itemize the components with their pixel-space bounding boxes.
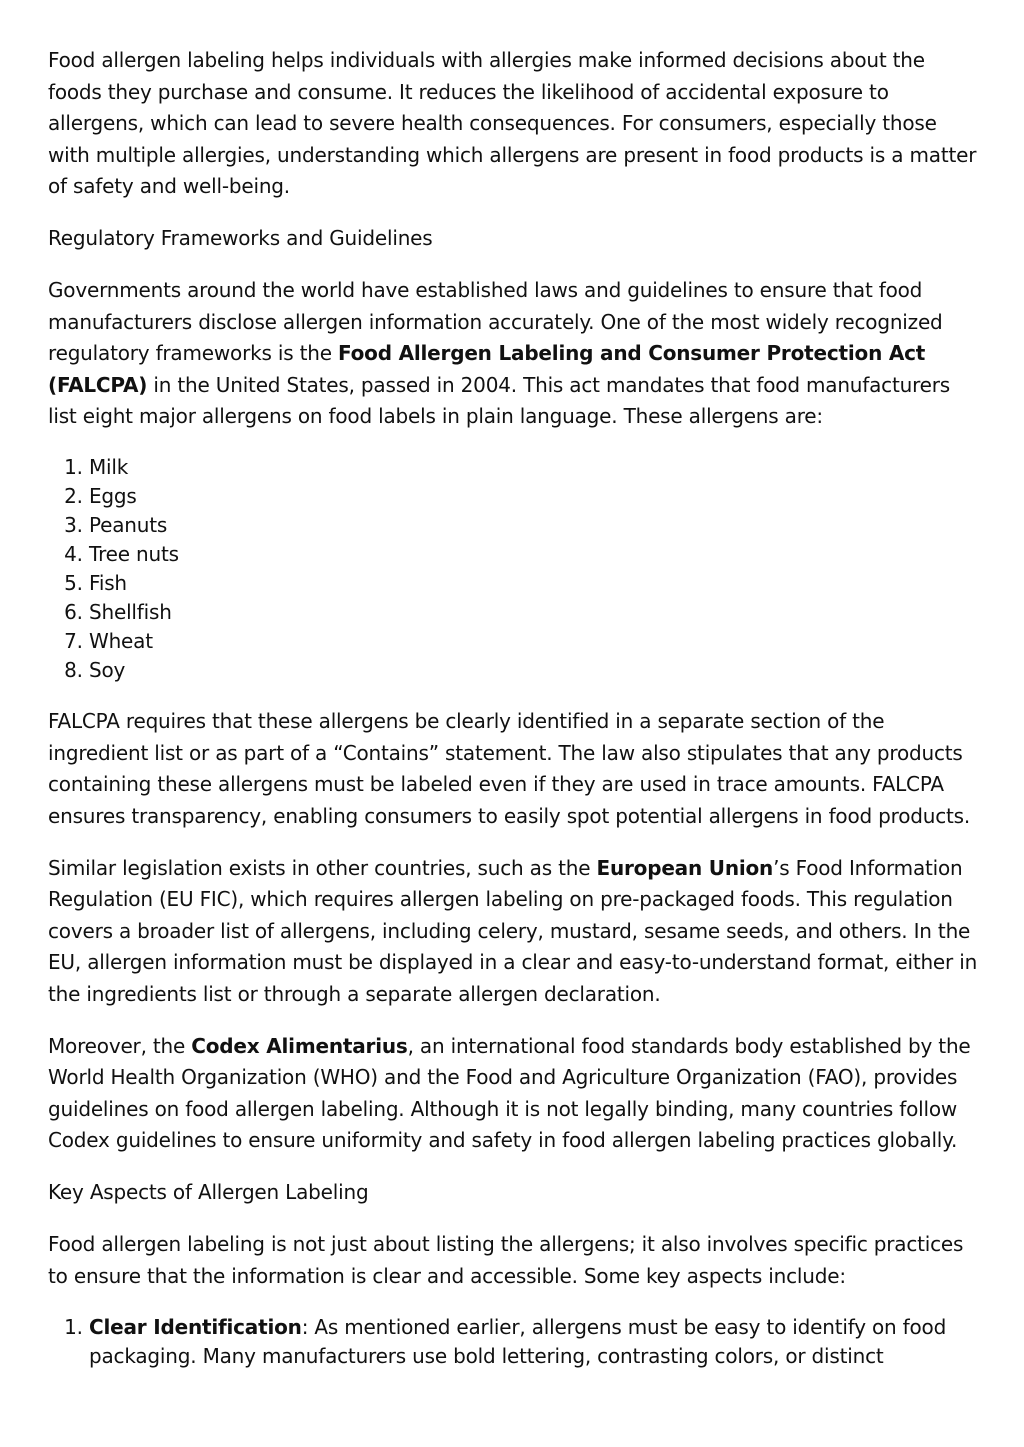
intro-paragraph: Food allergen labeling helps individuals with allergies make informed decisions about the foods they purchase and consume. It reduces the likelihood of accidental exposure to allergens, which can lead to severe health consequences. For consumers, especially those with multiple allergies, understanding which allergens are present in food products is a matter of safety and well-being. bbox=[48, 48, 977, 198]
eu-name-bold: European Union bbox=[596, 855, 774, 880]
eu-text-start: Similar legislation exists in other countries, such as the bbox=[48, 855, 597, 880]
key-aspects-intro-paragraph: Food allergen labeling is not just about listing the allergens; it also involves specific practices to ensure that the information is clear and accessible. Some key aspects include: bbox=[48, 1232, 964, 1288]
list-item: 8. Soy bbox=[89, 656, 983, 685]
falcpa-text-end: in the United States, passed in 2004. This act mandates that food manufacturers list eight major allergens on food labels in plain language. These allergens are: bbox=[48, 372, 951, 428]
list-item: 7. Wheat bbox=[89, 627, 983, 656]
list-item: 5. Fish bbox=[89, 569, 983, 598]
falcpa-requirements-paragraph: FALCPA requires that these allergens be clearly identified in a separate section of the ingredient list or as part of a “Contains” statement. The law also stipulates that any products containing these allergens must be labeled even if they are used in trace amounts. FALCPA ensures transparency, enabling consumers to easily spot potential allergens in food products. bbox=[48, 709, 971, 828]
document-page bbox=[48, 45, 983, 1393]
eu-paragraph bbox=[48, 853, 983, 1011]
aspect-title-bold: Clear Identification bbox=[89, 1314, 302, 1339]
list-item: 1. Milk bbox=[89, 453, 983, 482]
falcpa-paragraph bbox=[48, 275, 983, 433]
eu-text-end: ’s Food Information Regulation (EU FIC), which requires allergen labeling on pre-packaged foods. This regulation covers a broader list of allergens, including celery, mustard, sesame seeds, and others. In the EU, allergen information must be displayed in a clear and easy-to-understand format, either in the ingredients list or through a separate allergen declaration. bbox=[48, 855, 978, 1006]
codex-name-bold: Codex Alimentarius bbox=[191, 1033, 408, 1058]
list-item: 3. Peanuts bbox=[89, 511, 983, 540]
key-aspects-list bbox=[48, 1313, 983, 1372]
falcpa-text-start: Governments around the world have established laws and guidelines to ensure that food manufacturers disclose allergen information accurately. One of the most widely recognized regulatory frameworks is the bbox=[48, 278, 943, 365]
list-item: 6. Shellfish bbox=[89, 598, 983, 627]
codex-text-start: Moreover, the bbox=[48, 1033, 192, 1058]
codex-text-end: , an international food standards body established by the World Health Organization (WHO) and the Food and Agriculture Organization (FAO), provides guidelines on food allergen labeling. Although it is not legally binding, many countries follow Codex guidelines to ensure uniformity and safety in food allergen labeling practices globally. bbox=[48, 1033, 971, 1152]
falcpa-name-bold: Food Allergen Labeling and Consumer Protection Act (FALCPA) bbox=[48, 341, 926, 397]
section-heading-key-aspects: Key Aspects of Allergen Labeling bbox=[48, 1180, 369, 1204]
aspect-text: : As mentioned earlier, allergens must be easy to identify on food packaging. Many manufacturers use bold lettering, contrasting colors, or distinct bbox=[89, 1314, 947, 1368]
list-item: 2. Eggs bbox=[89, 482, 983, 511]
section-heading-regulatory: Regulatory Frameworks and Guidelines bbox=[48, 226, 433, 250]
codex-paragraph bbox=[48, 1031, 983, 1157]
allergen-list bbox=[48, 453, 983, 685]
list-item: 4. Tree nuts bbox=[89, 540, 983, 569]
list-item bbox=[89, 1313, 983, 1372]
